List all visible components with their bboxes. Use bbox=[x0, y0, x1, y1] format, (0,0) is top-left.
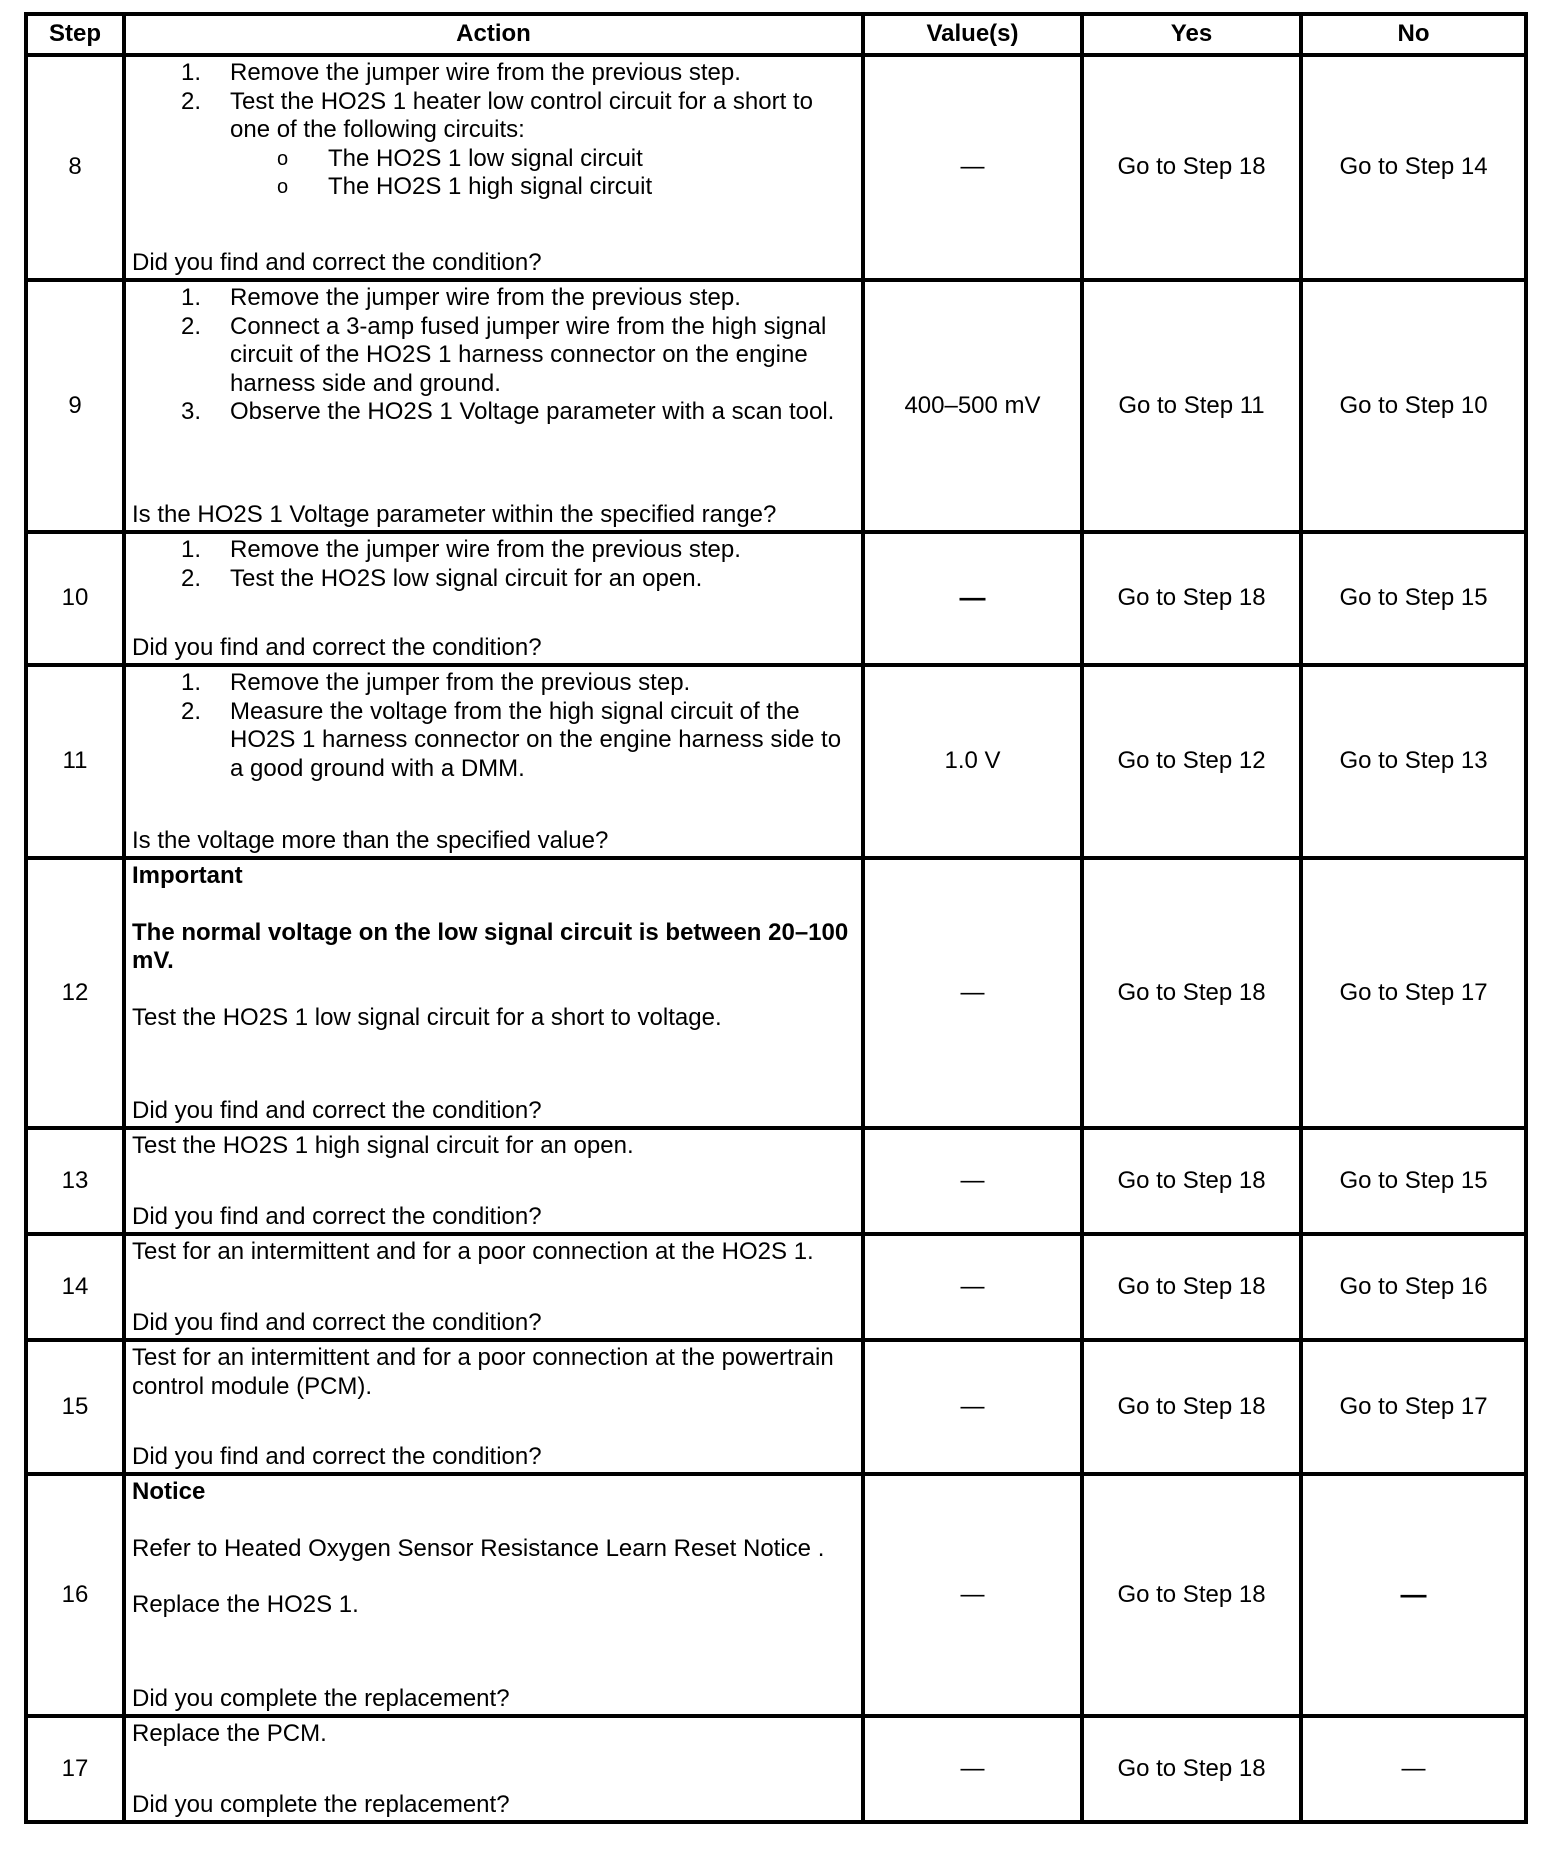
step-number: 17 bbox=[26, 1716, 124, 1822]
instruction-text: Replace the PCM. bbox=[132, 1720, 327, 1747]
no-cell: Go to Step 17 bbox=[1301, 1340, 1526, 1474]
action-cell bbox=[124, 858, 863, 1128]
no-cell: Go to Step 16 bbox=[1301, 1234, 1526, 1340]
value-cell: — bbox=[863, 1128, 1082, 1234]
list-item: 1. Remove the jumper wire from the previous step. bbox=[181, 536, 741, 563]
question-text: Did you find and correct the condition? bbox=[132, 248, 542, 276]
value-cell: — bbox=[863, 1340, 1082, 1474]
action-cell bbox=[124, 280, 863, 532]
table-row bbox=[26, 1340, 1526, 1474]
step-number: 15 bbox=[26, 1340, 124, 1474]
no-cell: — bbox=[1301, 1474, 1526, 1716]
circle-bullet-icon: o bbox=[277, 176, 289, 198]
no-cell: Go to Step 15 bbox=[1301, 532, 1526, 665]
question-text: Is the voltage more than the specified value? bbox=[132, 826, 609, 854]
question-text: Did you find and correct the condition? bbox=[132, 633, 542, 661]
list-item: 2. Connect a 3-amp fused jumper wire from the high signal circuit of the HO2S 1 harness connector on the engine harness side and ground. bbox=[181, 312, 827, 397]
action-cell bbox=[124, 1128, 863, 1234]
circle-bullet-icon: o bbox=[277, 147, 289, 170]
header-yes: Yes bbox=[1082, 14, 1301, 55]
action-steps bbox=[132, 669, 855, 783]
important-note: The normal voltage on the low signal circuit is between 20–100 mV. bbox=[132, 918, 849, 974]
step-number: 12 bbox=[26, 858, 124, 1128]
yes-cell: Go to Step 18 bbox=[1082, 1474, 1301, 1716]
yes-cell: Go to Step 18 bbox=[1082, 1234, 1301, 1340]
action-cell bbox=[124, 1340, 863, 1474]
action-steps bbox=[132, 59, 855, 202]
yes-cell: Go to Step 12 bbox=[1082, 665, 1301, 858]
list-item: 3. Observe the HO2S 1 Voltage parameter with a scan tool. bbox=[181, 398, 835, 425]
list-item: 2. Test the HO2S low signal circuit for an open. bbox=[181, 564, 703, 592]
instruction-text: Replace the HO2S 1. bbox=[132, 1591, 359, 1618]
table-row bbox=[26, 532, 1526, 665]
instruction-text: Test the HO2S 1 low signal circuit for a short to voltage. bbox=[132, 1003, 722, 1031]
value-cell: — bbox=[863, 55, 1082, 280]
action-cell bbox=[124, 1234, 863, 1340]
instruction-text: Test for an intermittent and for a poor connection at the powertrain control module (PCM). bbox=[132, 1344, 834, 1400]
instruction-text: Test the HO2S 1 high signal circuit for an open. bbox=[132, 1132, 634, 1159]
value-cell: — bbox=[863, 1474, 1082, 1716]
list-item: 2. Measure the voltage from the high signal circuit of the HO2S 1 harness connector on the engine harness side to a good ground with a DMM. bbox=[181, 697, 842, 782]
action-cell bbox=[124, 665, 863, 858]
header-values: Value(s) bbox=[863, 14, 1082, 55]
yes-cell: Go to Step 18 bbox=[1082, 1340, 1301, 1474]
step-number: 11 bbox=[26, 665, 124, 858]
notice-heading: Notice bbox=[132, 1478, 206, 1505]
action-cell bbox=[124, 532, 863, 665]
list-item: 2. Test the HO2S 1 heater low control circuit for a short to one of the following circuits: o The HO2S 1 low signal circuit o The HO2S 1 high signal circuit bbox=[132, 88, 855, 202]
table-row bbox=[26, 858, 1526, 1128]
table-row bbox=[26, 1474, 1526, 1716]
header-no: No bbox=[1301, 14, 1526, 55]
question-text: Did you find and correct the condition? bbox=[132, 1308, 542, 1336]
header-step: Step bbox=[26, 14, 124, 55]
diagnostic-table bbox=[24, 12, 1528, 1824]
value-cell: 1.0 V bbox=[863, 665, 1082, 858]
table-row bbox=[26, 1716, 1526, 1822]
yes-cell: Go to Step 18 bbox=[1082, 532, 1301, 665]
no-cell: Go to Step 17 bbox=[1301, 858, 1526, 1128]
no-cell: Go to Step 10 bbox=[1301, 280, 1526, 532]
step-number: 14 bbox=[26, 1234, 124, 1340]
sub-list-item: o The HO2S 1 low signal circuit bbox=[277, 144, 643, 172]
action-cell bbox=[124, 1474, 863, 1716]
table-row bbox=[26, 665, 1526, 858]
value-cell: — bbox=[863, 1716, 1082, 1822]
no-cell: Go to Step 13 bbox=[1301, 665, 1526, 858]
header-action: Action bbox=[124, 14, 863, 55]
action-steps bbox=[132, 284, 855, 427]
action-steps bbox=[132, 536, 855, 593]
table-row bbox=[26, 1128, 1526, 1234]
question-text: Is the HO2S 1 Voltage parameter within the specified range? bbox=[132, 500, 777, 528]
action-cell bbox=[124, 55, 863, 280]
question-text: Did you complete the replacement? bbox=[132, 1790, 510, 1818]
list-item: 1. Remove the jumper wire from the previous step. bbox=[181, 59, 741, 86]
question-text: Did you find and correct the condition? bbox=[132, 1096, 542, 1124]
value-cell: 400–500 mV bbox=[863, 280, 1082, 532]
table-row bbox=[26, 55, 1526, 280]
question-text: Did you find and correct the condition? bbox=[132, 1442, 542, 1470]
table-row bbox=[26, 280, 1526, 532]
yes-cell: Go to Step 18 bbox=[1082, 858, 1301, 1128]
step-number: 10 bbox=[26, 532, 124, 665]
yes-cell: Go to Step 18 bbox=[1082, 1716, 1301, 1822]
yes-cell: Go to Step 18 bbox=[1082, 55, 1301, 280]
step-number: 9 bbox=[26, 280, 124, 532]
yes-cell: Go to Step 18 bbox=[1082, 1128, 1301, 1234]
step-number: 8 bbox=[26, 55, 124, 280]
value-cell: — bbox=[863, 1234, 1082, 1340]
step-number: 13 bbox=[26, 1128, 124, 1234]
list-item: 1. Remove the jumper wire from the previous step. bbox=[181, 284, 741, 311]
list-item: 1. Remove the jumper from the previous step. bbox=[181, 669, 691, 696]
value-cell: — bbox=[863, 532, 1082, 665]
question-text: Did you complete the replacement? bbox=[132, 1684, 510, 1712]
value-cell: — bbox=[863, 858, 1082, 1128]
notice-text: Refer to Heated Oxygen Sensor Resistance Learn Reset Notice . bbox=[132, 1534, 825, 1562]
step-number: 16 bbox=[26, 1474, 124, 1716]
important-heading: Important bbox=[132, 862, 243, 889]
instruction-text: Test for an intermittent and for a poor connection at the HO2S 1. bbox=[132, 1238, 814, 1265]
no-cell: — bbox=[1301, 1716, 1526, 1822]
question-text: Did you find and correct the condition? bbox=[132, 1202, 542, 1230]
sub-list-item: o The HO2S 1 high signal circuit bbox=[277, 173, 653, 200]
no-cell: Go to Step 14 bbox=[1301, 55, 1526, 280]
action-cell bbox=[124, 1716, 863, 1822]
sub-list bbox=[230, 145, 855, 202]
header-row bbox=[26, 14, 1526, 55]
yes-cell: Go to Step 11 bbox=[1082, 280, 1301, 532]
table-row bbox=[26, 1234, 1526, 1340]
no-cell: Go to Step 15 bbox=[1301, 1128, 1526, 1234]
